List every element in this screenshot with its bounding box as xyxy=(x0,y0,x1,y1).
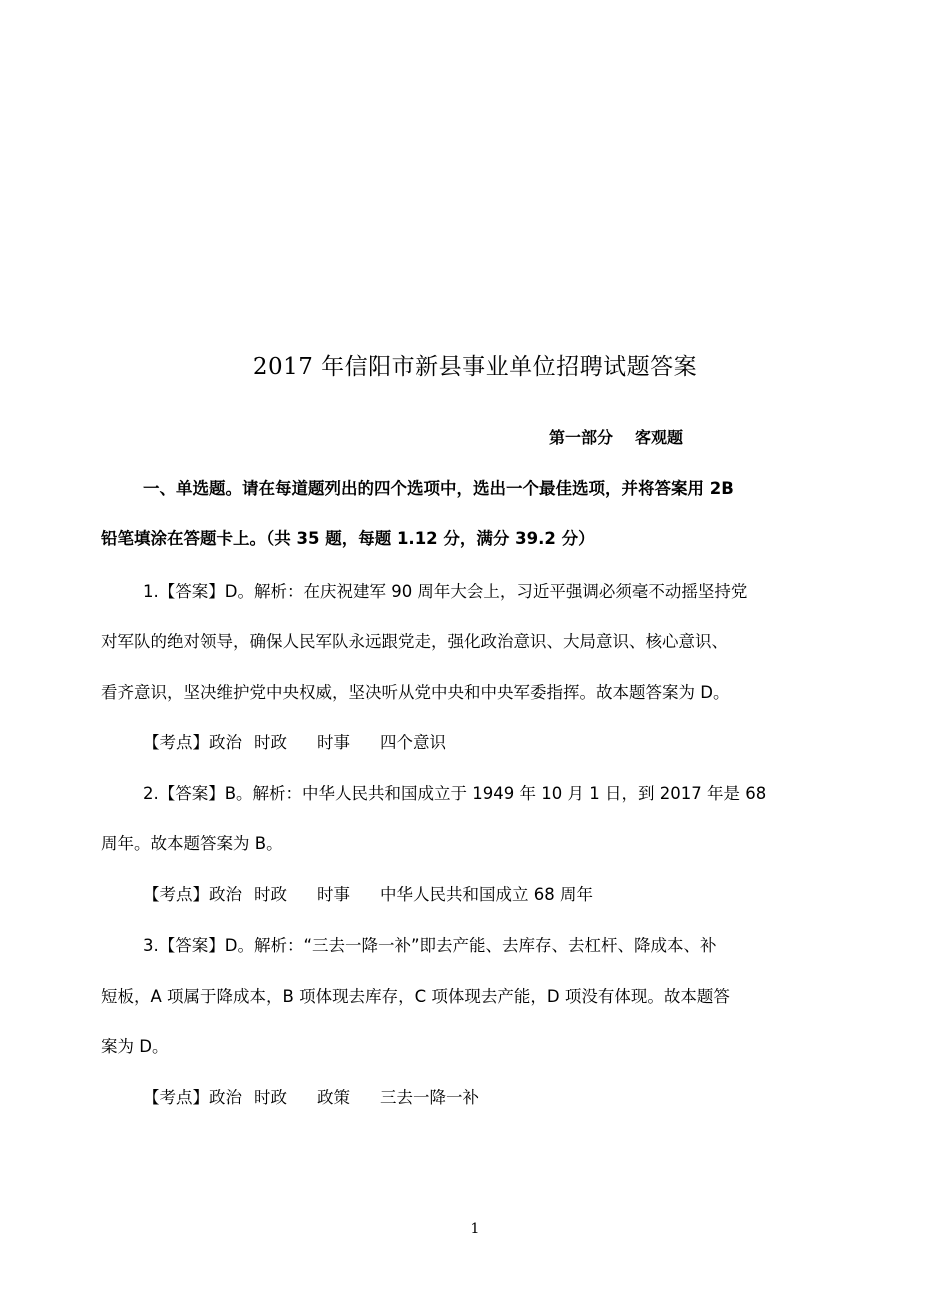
question-1-kaodian xyxy=(143,731,446,755)
kaodian-label: 【考点】 xyxy=(143,885,209,904)
kaodian-item: 时政 xyxy=(254,885,287,904)
kaodian-item: 时政 xyxy=(254,733,287,752)
question-1-line-2: 对军队的绝对领导，确保人民军队永远跟党走，强化政治意识、大局意识、核心意识、 xyxy=(101,632,728,651)
part-heading xyxy=(549,426,683,450)
kaodian-item: 三去一降一补 xyxy=(380,1088,479,1107)
question-3-line-2: 短板，A 项属于降成本，B 项体现去库存，C 项体现去产能，D 项没有体现。故本题答 xyxy=(101,987,730,1006)
kaodian-item: 政策 xyxy=(317,1088,350,1107)
kaodian-item: 政治 xyxy=(209,733,242,752)
part-heading-left: 第一部分 xyxy=(549,428,614,447)
kaodian-item: 中华人民共和国成立 68 周年 xyxy=(380,885,593,904)
kaodian-item: 时事 xyxy=(317,733,350,752)
kaodian-item: 四个意识 xyxy=(380,733,446,752)
question-1-line-1: 1.【答案】D。解析：在庆祝建军 90 周年大会上，习近平强调必须毫不动摇坚持党 xyxy=(143,582,748,601)
question-3-line-1: 3.【答案】D。解析：“三去一降一补”即去产能、去库存、去杠杆、降成本、补 xyxy=(143,936,717,955)
question-1-line-3: 看齐意识，坚决维护党中央权威，坚决听从党中央和中央军委指挥。故本题答案为 D。 xyxy=(101,683,730,702)
kaodian-label: 【考点】 xyxy=(143,733,209,752)
question-2-line-2: 周年。故本题答案为 B。 xyxy=(101,834,283,853)
question-2-line-1: 2.【答案】B。解析：中华人民共和国成立于 1949 年 10 月 1 日，到 2017 年是 68 xyxy=(143,784,767,803)
question-3-kaodian xyxy=(143,1086,479,1110)
question-3-line-3: 案为 D。 xyxy=(101,1037,169,1056)
question-2-kaodian xyxy=(143,883,593,907)
document-title: 2017 年信阳市新县事业单位招聘试题答案 xyxy=(252,354,698,380)
kaodian-item: 时政 xyxy=(254,1088,287,1107)
page-number: 1 xyxy=(470,1221,480,1237)
section-intro-line-1: 一、单选题。请在每道题列出的四个选项中，选出一个最佳选项，并将答案用 2B xyxy=(143,479,734,498)
kaodian-item: 政治 xyxy=(209,1088,242,1107)
kaodian-item: 政治 xyxy=(209,885,242,904)
part-heading-right: 客观题 xyxy=(635,428,684,447)
section-intro-line-2: 铅笔填涂在答题卡上。（共 35 题，每题 1.12 分，满分 39.2 分） xyxy=(101,529,595,548)
kaodian-label: 【考点】 xyxy=(143,1088,209,1107)
kaodian-item: 时事 xyxy=(317,885,350,904)
